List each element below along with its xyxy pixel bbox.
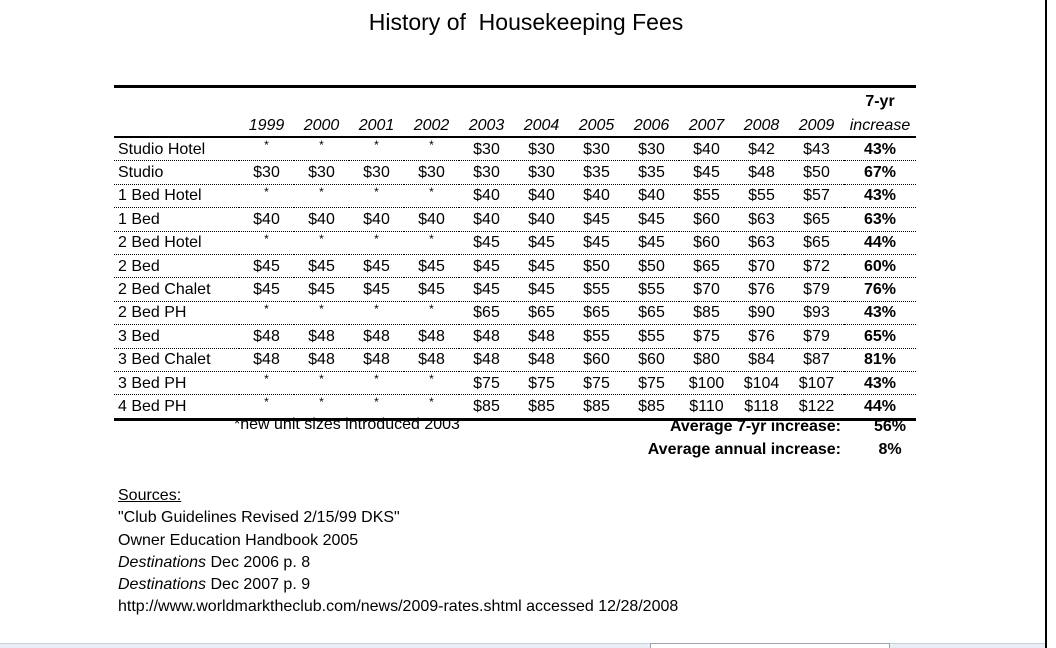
fee-cell: $40 xyxy=(583,187,610,205)
unit-name: 4 Bed PH xyxy=(118,397,187,415)
fee-cell: $48 xyxy=(528,351,555,369)
fee-cell: * xyxy=(429,371,434,386)
page-title: History of Housekeeping Fees xyxy=(368,9,684,35)
fee-cell: $40 xyxy=(363,210,390,228)
table-row xyxy=(114,325,916,348)
table-row xyxy=(114,254,916,277)
unit-name: 2 Bed Hotel xyxy=(118,234,202,252)
avg-7yr-value: 56% xyxy=(873,418,907,435)
fee-cell: $30 xyxy=(528,164,555,182)
fee-cell: * xyxy=(319,184,324,199)
fee-cell: * xyxy=(374,395,379,410)
fee-cell: $48 xyxy=(748,164,775,182)
fee-cell: * xyxy=(429,184,434,199)
fee-cell: $45 xyxy=(638,234,665,252)
fee-cell: $93 xyxy=(803,304,830,322)
fee-cell: $70 xyxy=(693,281,720,299)
fee-cell: $50 xyxy=(583,257,610,275)
fee-cell: $50 xyxy=(638,257,665,275)
fee-cell: $43 xyxy=(803,140,830,158)
fee-cell: $48 xyxy=(473,327,500,345)
fee-cell: $65 xyxy=(583,304,610,322)
year-header: 2009 xyxy=(789,112,844,137)
fee-cell: $65 xyxy=(638,304,665,322)
fee-cell: $55 xyxy=(638,281,665,299)
fee-cell: $75 xyxy=(528,374,555,392)
fee-cell: $30 xyxy=(253,164,280,182)
fee-cell: $57 xyxy=(803,187,830,205)
fee-cell: * xyxy=(319,231,324,246)
fee-cell: * xyxy=(264,371,269,386)
fee-cell: * xyxy=(264,395,269,410)
year-header: 2008 xyxy=(734,112,789,137)
fee-cell: $35 xyxy=(583,164,610,182)
increase-cell: 43% xyxy=(863,140,897,158)
header-empty xyxy=(114,112,239,137)
increase-cell: 43% xyxy=(863,374,897,392)
fee-cell: $45 xyxy=(308,257,335,275)
year-header: 2006 xyxy=(624,112,679,137)
fee-cell: $45 xyxy=(528,234,555,252)
fees-table xyxy=(114,85,916,421)
fee-cell: $30 xyxy=(308,164,335,182)
table-row xyxy=(114,184,916,207)
fee-cell: $45 xyxy=(528,281,555,299)
fee-cell: $45 xyxy=(473,257,500,275)
table-row xyxy=(114,161,916,184)
source-line-3 xyxy=(118,552,678,574)
fee-cell: $30 xyxy=(418,164,445,182)
fee-cell: $75 xyxy=(693,327,720,345)
table-row xyxy=(114,137,916,161)
fee-cell: * xyxy=(429,395,434,410)
fee-cell: $122 xyxy=(798,397,835,415)
window-right-edge xyxy=(1045,0,1056,648)
fee-cell: $30 xyxy=(363,164,390,182)
fee-cell: * xyxy=(429,138,434,152)
source-line-1: "Club Guidelines Revised 2/15/99 DKS" xyxy=(118,509,400,527)
increase-cell: 67% xyxy=(863,164,897,182)
fee-cell: $55 xyxy=(583,281,610,299)
fee-cell: * xyxy=(319,301,324,316)
source-line-3-rest: Dec 2006 p. 8 xyxy=(206,553,311,571)
fee-cell: $48 xyxy=(418,351,445,369)
fee-cell: $45 xyxy=(253,281,280,299)
source-line-4-rest: Dec 2007 p. 9 xyxy=(206,576,311,594)
fee-cell: $40 xyxy=(638,187,665,205)
fee-cell: $110 xyxy=(689,397,724,415)
fee-cell: $60 xyxy=(693,210,720,228)
increase-cell: 44% xyxy=(863,234,897,252)
fee-cell: $48 xyxy=(363,327,390,345)
year-header-row xyxy=(114,112,916,137)
source-line-4-italic: Destinations xyxy=(118,576,207,594)
unit-name: 3 Bed Chalet xyxy=(118,351,211,369)
increase-cell: 43% xyxy=(863,187,897,205)
increase-header-bottom: increase xyxy=(844,112,916,137)
increase-cell: 44% xyxy=(863,397,897,415)
fee-cell: $40 xyxy=(693,140,720,158)
fee-cell: $55 xyxy=(583,327,610,345)
fee-cell: $45 xyxy=(638,210,665,228)
fee-cell: * xyxy=(264,301,269,316)
fee-cell: $40 xyxy=(308,210,335,228)
fee-cell: * xyxy=(374,138,379,152)
table-row xyxy=(114,301,916,324)
table-row xyxy=(114,278,916,301)
fee-cell: $76 xyxy=(748,281,775,299)
increase-cell: 63% xyxy=(863,210,897,228)
table-row xyxy=(114,348,916,371)
fee-cell: * xyxy=(429,231,434,246)
avg-annual-value: 8% xyxy=(878,441,902,458)
fee-cell: $45 xyxy=(473,234,500,252)
fee-cell: $45 xyxy=(253,257,280,275)
fee-cell: $48 xyxy=(418,327,445,345)
fee-cell: $76 xyxy=(748,327,775,345)
fee-cell: $45 xyxy=(363,257,390,275)
fee-cell: $72 xyxy=(803,257,830,275)
fee-cell: $40 xyxy=(528,210,555,228)
year-header: 2007 xyxy=(679,112,734,137)
fee-cell: $48 xyxy=(528,327,555,345)
fee-cell: $79 xyxy=(803,327,830,345)
fee-cell: $45 xyxy=(693,164,720,182)
fee-cell: * xyxy=(264,138,269,152)
fee-cell: $65 xyxy=(693,257,720,275)
fee-cell: $30 xyxy=(473,164,500,182)
fee-cell: $65 xyxy=(528,304,555,322)
fee-cell: * xyxy=(319,138,324,152)
fee-cell: $42 xyxy=(748,140,775,158)
fee-cell: $80 xyxy=(693,351,720,369)
fee-cell: $90 xyxy=(748,304,775,322)
fee-cell: $107 xyxy=(798,374,835,392)
fee-cell: $87 xyxy=(803,351,830,369)
fee-cell: $84 xyxy=(748,351,775,369)
fee-cell: $30 xyxy=(528,140,555,158)
fee-cell: $118 xyxy=(744,397,779,415)
fee-cell: $50 xyxy=(803,164,830,182)
fee-cell: * xyxy=(319,395,324,410)
table-row xyxy=(114,371,916,394)
fee-cell: $55 xyxy=(693,187,720,205)
fee-cell: $45 xyxy=(308,281,335,299)
fee-cell: $85 xyxy=(693,304,720,322)
unit-name: 1 Bed xyxy=(118,210,160,228)
fee-cell: $45 xyxy=(583,234,610,252)
fee-cell: $48 xyxy=(363,351,390,369)
fee-cell: $55 xyxy=(748,187,775,205)
year-header: 2002 xyxy=(404,112,459,137)
fee-cell: $55 xyxy=(638,327,665,345)
sources-block xyxy=(118,485,678,619)
fee-cell: $85 xyxy=(583,397,610,415)
fee-cell: $40 xyxy=(473,210,500,228)
fee-cell: * xyxy=(264,231,269,246)
fee-cell: * xyxy=(374,371,379,386)
fee-cell: $60 xyxy=(638,351,665,369)
year-header: 1999 xyxy=(239,112,294,137)
unit-name: 2 Bed xyxy=(118,257,160,275)
fee-cell: $63 xyxy=(748,234,775,252)
fee-cell: $30 xyxy=(583,140,610,158)
header-empty xyxy=(114,87,239,113)
fee-cell: $63 xyxy=(748,210,775,228)
fee-cell: $65 xyxy=(803,234,830,252)
fee-cell: $40 xyxy=(473,187,500,205)
year-header: 2000 xyxy=(294,112,349,137)
unit-name: 3 Bed xyxy=(118,327,160,345)
increase-cell: 60% xyxy=(863,257,897,275)
fee-cell: $75 xyxy=(473,374,500,392)
fee-cell: $65 xyxy=(803,210,830,228)
fee-cell: $48 xyxy=(473,351,500,369)
year-header: 2001 xyxy=(349,112,404,137)
fee-cell: $40 xyxy=(528,187,555,205)
fee-cell: $100 xyxy=(688,374,725,392)
fee-cell: $35 xyxy=(638,164,665,182)
unit-name: 2 Bed Chalet xyxy=(118,281,211,299)
fee-cell: * xyxy=(374,184,379,199)
fee-cell: $45 xyxy=(473,281,500,299)
fee-cell: $85 xyxy=(473,397,500,415)
unit-name: Studio Hotel xyxy=(118,140,206,158)
fee-cell: * xyxy=(429,301,434,316)
unit-name: 3 Bed PH xyxy=(118,374,187,392)
year-header: 2003 xyxy=(459,112,514,137)
year-header: 2005 xyxy=(569,112,624,137)
fee-cell: $48 xyxy=(253,351,280,369)
fee-cell: $79 xyxy=(803,281,830,299)
avg-7yr-label: Average 7-yr increase: xyxy=(669,418,841,435)
source-line-3-italic: Destinations xyxy=(118,553,207,571)
fee-cell: $60 xyxy=(693,234,720,252)
sources-title: Sources: xyxy=(118,487,182,504)
unit-name: Studio xyxy=(118,164,164,182)
fee-cell: $70 xyxy=(748,257,775,275)
fee-cell: * xyxy=(374,231,379,246)
fee-cell: * xyxy=(374,301,379,316)
fee-cell: $30 xyxy=(473,140,500,158)
unit-name: 1 Bed Hotel xyxy=(118,187,202,205)
fee-cell: $40 xyxy=(418,210,445,228)
increase-cell: 76% xyxy=(863,281,897,299)
source-line-4 xyxy=(118,574,678,596)
fee-cell: $48 xyxy=(253,327,280,345)
fee-cell: $45 xyxy=(528,257,555,275)
fee-cell: $85 xyxy=(638,397,665,415)
fee-cell: $104 xyxy=(743,374,780,392)
fees-table-body xyxy=(114,137,916,419)
increase-header-top: 7-yr xyxy=(865,93,895,110)
footnote: *new unit sizes introduced 2003 xyxy=(234,416,460,433)
increase-cell: 81% xyxy=(863,351,897,369)
fee-cell: $45 xyxy=(583,210,610,228)
fee-cell: $65 xyxy=(473,304,500,322)
unit-name: 2 Bed PH xyxy=(118,304,187,322)
fee-cell: $48 xyxy=(308,327,335,345)
fee-cell: $45 xyxy=(418,281,445,299)
year-header: 2004 xyxy=(514,112,569,137)
fee-cell: $48 xyxy=(308,351,335,369)
fee-cell: $45 xyxy=(418,257,445,275)
avg-annual-label: Average annual increase: xyxy=(647,441,841,458)
fee-cell: $45 xyxy=(363,281,390,299)
fee-cell: $30 xyxy=(638,140,665,158)
increase-cell: 43% xyxy=(863,304,897,322)
source-line-2: Owner Education Handbook 2005 xyxy=(118,531,359,549)
fees-table-header xyxy=(114,87,916,138)
fee-cell: $75 xyxy=(638,374,665,392)
source-line-5: http://www.worldmarktheclub.com/news/2009-rates.shtml accessed 12/28/2008 xyxy=(118,598,679,616)
fee-cell: $60 xyxy=(583,351,610,369)
fee-cell: $85 xyxy=(528,397,555,415)
table-row xyxy=(114,231,916,254)
fee-cell: $40 xyxy=(253,210,280,228)
increase-cell: 65% xyxy=(863,327,897,345)
fee-cell: * xyxy=(264,184,269,199)
sheet-tab[interactable] xyxy=(650,643,890,648)
fee-cell: $75 xyxy=(583,374,610,392)
fee-cell: * xyxy=(319,371,324,386)
table-row xyxy=(114,208,916,231)
